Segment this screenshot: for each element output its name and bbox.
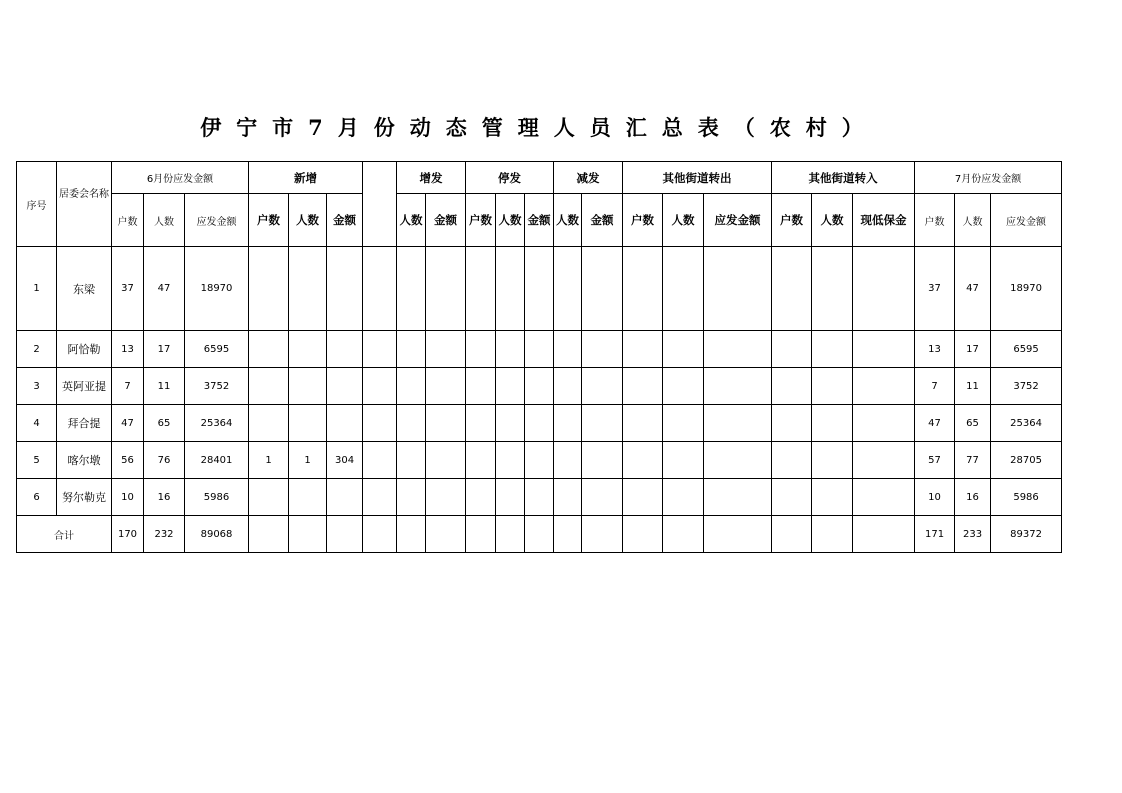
cell-blank xyxy=(363,331,397,368)
cell-stop-amount xyxy=(525,368,554,405)
cell-new-amount: 304 xyxy=(327,442,363,479)
header-june-households: 户数 xyxy=(112,194,144,247)
cell-june-persons: 76 xyxy=(144,442,185,479)
cell-seq: 2 xyxy=(17,331,57,368)
cell-june-amount: 18970 xyxy=(185,247,249,331)
total-empty-cell xyxy=(554,516,582,553)
cell-stop-households xyxy=(466,405,496,442)
cell-seq: 6 xyxy=(17,479,57,516)
cell-new-persons xyxy=(289,405,327,442)
cell-increase-amount xyxy=(426,368,466,405)
table-row xyxy=(17,442,1062,479)
cell-in-households xyxy=(772,442,812,479)
cell-june-households: 47 xyxy=(112,405,144,442)
total-empty-cell xyxy=(496,516,525,553)
cell-in-amount xyxy=(853,442,915,479)
cell-out-persons xyxy=(663,368,704,405)
cell-stop-households xyxy=(466,442,496,479)
cell-new-households xyxy=(249,405,289,442)
total-empty-cell xyxy=(623,516,663,553)
cell-out-amount xyxy=(704,331,772,368)
cell-reduce-amount xyxy=(582,442,623,479)
cell-june-persons: 47 xyxy=(144,247,185,331)
header-stop-persons: 人数 xyxy=(496,194,525,247)
cell-in-households xyxy=(772,331,812,368)
cell-july-amount: 25364 xyxy=(991,405,1062,442)
cell-in-persons xyxy=(812,405,853,442)
total-empty-cell xyxy=(397,516,426,553)
cell-increase-persons xyxy=(397,405,426,442)
cell-in-amount xyxy=(853,405,915,442)
cell-reduce-persons xyxy=(554,405,582,442)
cell-new-persons xyxy=(289,368,327,405)
cell-july-amount: 28705 xyxy=(991,442,1062,479)
header-july-amount: 应发金额 xyxy=(991,194,1062,247)
cell-increase-persons xyxy=(397,368,426,405)
cell-seq: 5 xyxy=(17,442,57,479)
total-empty-cell xyxy=(812,516,853,553)
cell-june-amount: 25364 xyxy=(185,405,249,442)
header-stop-households: 户数 xyxy=(466,194,496,247)
cell-in-persons xyxy=(812,331,853,368)
cell-stop-persons xyxy=(496,479,525,516)
header-transfer-out-group: 其他街道转出 xyxy=(623,162,772,194)
cell-june-households: 10 xyxy=(112,479,144,516)
cell-new-amount xyxy=(327,368,363,405)
cell-july-households: 57 xyxy=(915,442,955,479)
header-blank-column xyxy=(363,162,397,247)
total-label: 合计 xyxy=(17,516,112,553)
total-empty-cell xyxy=(289,516,327,553)
cell-new-households xyxy=(249,368,289,405)
cell-out-households xyxy=(623,331,663,368)
total-july-households: 171 xyxy=(915,516,955,553)
header-row-2 xyxy=(17,194,1062,247)
header-reduce-persons: 人数 xyxy=(554,194,582,247)
total-june-households: 170 xyxy=(112,516,144,553)
cell-committee-name: 拜合提 xyxy=(57,405,112,442)
cell-in-persons xyxy=(812,247,853,331)
cell-out-households xyxy=(623,442,663,479)
header-increase-group: 增发 xyxy=(397,162,466,194)
total-empty-cell xyxy=(853,516,915,553)
cell-in-households xyxy=(772,479,812,516)
header-july-persons: 人数 xyxy=(955,194,991,247)
cell-committee-name: 阿恰勒 xyxy=(57,331,112,368)
cell-in-persons xyxy=(812,368,853,405)
table-row xyxy=(17,479,1062,516)
cell-july-persons: 11 xyxy=(955,368,991,405)
total-empty-cell xyxy=(772,516,812,553)
header-row-1 xyxy=(17,162,1062,194)
cell-new-persons xyxy=(289,331,327,368)
header-new-group: 新增 xyxy=(249,162,363,194)
cell-reduce-amount xyxy=(582,479,623,516)
cell-committee-name: 英阿亚提 xyxy=(57,368,112,405)
total-row xyxy=(17,516,1062,553)
cell-july-households: 13 xyxy=(915,331,955,368)
cell-out-households xyxy=(623,405,663,442)
total-july-persons: 233 xyxy=(955,516,991,553)
header-new-persons: 人数 xyxy=(289,194,327,247)
cell-stop-persons xyxy=(496,368,525,405)
cell-increase-amount xyxy=(426,247,466,331)
header-in-households: 户数 xyxy=(772,194,812,247)
cell-june-persons: 17 xyxy=(144,331,185,368)
cell-out-persons xyxy=(663,442,704,479)
cell-in-amount xyxy=(853,247,915,331)
cell-july-amount: 18970 xyxy=(991,247,1062,331)
cell-increase-amount xyxy=(426,405,466,442)
cell-out-persons xyxy=(663,331,704,368)
cell-blank xyxy=(363,479,397,516)
cell-reduce-amount xyxy=(582,331,623,368)
cell-july-persons: 16 xyxy=(955,479,991,516)
cell-june-amount: 5986 xyxy=(185,479,249,516)
cell-july-amount: 3752 xyxy=(991,368,1062,405)
cell-june-amount: 28401 xyxy=(185,442,249,479)
cell-june-amount: 6595 xyxy=(185,331,249,368)
total-june-persons: 232 xyxy=(144,516,185,553)
cell-in-households xyxy=(772,405,812,442)
cell-in-persons xyxy=(812,479,853,516)
cell-new-amount xyxy=(327,331,363,368)
data-rows xyxy=(17,247,1062,516)
cell-increase-persons xyxy=(397,247,426,331)
total-june-amount: 89068 xyxy=(185,516,249,553)
cell-july-persons: 65 xyxy=(955,405,991,442)
cell-stop-households xyxy=(466,331,496,368)
header-seq: 序号 xyxy=(17,162,57,247)
header-out-amount: 应发金额 xyxy=(704,194,772,247)
cell-blank xyxy=(363,405,397,442)
cell-in-amount xyxy=(853,331,915,368)
cell-july-households: 47 xyxy=(915,405,955,442)
total-empty-cell xyxy=(582,516,623,553)
cell-blank xyxy=(363,442,397,479)
table-row xyxy=(17,331,1062,368)
total-july-amount: 89372 xyxy=(991,516,1062,553)
cell-stop-amount xyxy=(525,442,554,479)
total-empty-cell xyxy=(663,516,704,553)
cell-out-amount xyxy=(704,442,772,479)
cell-stop-households xyxy=(466,479,496,516)
cell-july-persons: 17 xyxy=(955,331,991,368)
cell-july-persons: 47 xyxy=(955,247,991,331)
cell-stop-persons xyxy=(496,405,525,442)
total-empty-cell xyxy=(426,516,466,553)
cell-july-households: 37 xyxy=(915,247,955,331)
cell-new-amount xyxy=(327,479,363,516)
cell-june-persons: 16 xyxy=(144,479,185,516)
cell-stop-households xyxy=(466,247,496,331)
cell-in-amount xyxy=(853,368,915,405)
total-empty-cell xyxy=(249,516,289,553)
cell-new-households xyxy=(249,247,289,331)
cell-seq: 4 xyxy=(17,405,57,442)
cell-stop-households xyxy=(466,368,496,405)
total-empty-cell xyxy=(327,516,363,553)
header-out-households: 户数 xyxy=(623,194,663,247)
header-stop-group: 停发 xyxy=(466,162,554,194)
cell-june-households: 56 xyxy=(112,442,144,479)
header-increase-amount: 金额 xyxy=(426,194,466,247)
cell-reduce-amount xyxy=(582,247,623,331)
table-row xyxy=(17,368,1062,405)
cell-seq: 3 xyxy=(17,368,57,405)
cell-july-households: 7 xyxy=(915,368,955,405)
cell-blank xyxy=(363,368,397,405)
cell-committee-name: 喀尔墩 xyxy=(57,442,112,479)
cell-out-households xyxy=(623,368,663,405)
cell-june-persons: 65 xyxy=(144,405,185,442)
header-stop-amount: 金额 xyxy=(525,194,554,247)
header-committee-name: 居委会名称 xyxy=(57,162,112,247)
cell-out-persons xyxy=(663,247,704,331)
header-transfer-in-group: 其他街道转入 xyxy=(772,162,915,194)
cell-increase-persons xyxy=(397,479,426,516)
cell-committee-name: 努尔勒克 xyxy=(57,479,112,516)
cell-in-households xyxy=(772,247,812,331)
total-empty-cell xyxy=(704,516,772,553)
cell-reduce-persons xyxy=(554,479,582,516)
cell-new-persons xyxy=(289,479,327,516)
cell-july-households: 10 xyxy=(915,479,955,516)
header-out-persons: 人数 xyxy=(663,194,704,247)
cell-in-amount xyxy=(853,479,915,516)
cell-stop-persons xyxy=(496,331,525,368)
header-july-amount-group: 7月份应发金额 xyxy=(915,162,1062,194)
cell-committee-name: 东梁 xyxy=(57,247,112,331)
cell-out-amount xyxy=(704,479,772,516)
cell-out-persons xyxy=(663,479,704,516)
cell-june-households: 7 xyxy=(112,368,144,405)
cell-july-amount: 6595 xyxy=(991,331,1062,368)
cell-june-households: 37 xyxy=(112,247,144,331)
header-reduce-amount: 金额 xyxy=(582,194,623,247)
cell-new-persons: 1 xyxy=(289,442,327,479)
total-empty-cell xyxy=(466,516,496,553)
cell-new-households: 1 xyxy=(249,442,289,479)
header-increase-persons: 人数 xyxy=(397,194,426,247)
summary-table xyxy=(16,161,1062,553)
total-empty-cell xyxy=(363,516,397,553)
cell-reduce-persons xyxy=(554,442,582,479)
header-july-households: 户数 xyxy=(915,194,955,247)
header-in-amount: 现低保金 xyxy=(853,194,915,247)
cell-seq: 1 xyxy=(17,247,57,331)
cell-stop-amount xyxy=(525,331,554,368)
table-row xyxy=(17,247,1062,331)
cell-in-persons xyxy=(812,442,853,479)
cell-out-amount xyxy=(704,405,772,442)
cell-out-households xyxy=(623,479,663,516)
cell-stop-amount xyxy=(525,479,554,516)
cell-july-amount: 5986 xyxy=(991,479,1062,516)
cell-increase-persons xyxy=(397,331,426,368)
cell-out-amount xyxy=(704,247,772,331)
cell-stop-persons xyxy=(496,442,525,479)
header-june-persons: 人数 xyxy=(144,194,185,247)
cell-new-amount xyxy=(327,405,363,442)
cell-july-persons: 77 xyxy=(955,442,991,479)
cell-increase-amount xyxy=(426,331,466,368)
header-new-households: 户数 xyxy=(249,194,289,247)
header-june-amount: 应发金额 xyxy=(185,194,249,247)
cell-new-households xyxy=(249,331,289,368)
cell-out-persons xyxy=(663,405,704,442)
total-empty-cell xyxy=(525,516,554,553)
cell-stop-amount xyxy=(525,405,554,442)
table-row xyxy=(17,405,1062,442)
cell-june-persons: 11 xyxy=(144,368,185,405)
cell-reduce-amount xyxy=(582,405,623,442)
page-title: 伊宁市7月份动态管理人员汇总表（农村） xyxy=(200,115,878,140)
cell-reduce-persons xyxy=(554,368,582,405)
header-new-amount: 金额 xyxy=(327,194,363,247)
cell-new-households xyxy=(249,479,289,516)
cell-blank xyxy=(363,247,397,331)
cell-increase-amount xyxy=(426,479,466,516)
header-reduce-group: 减发 xyxy=(554,162,623,194)
cell-reduce-amount xyxy=(582,368,623,405)
cell-reduce-persons xyxy=(554,247,582,331)
cell-stop-amount xyxy=(525,247,554,331)
cell-out-households xyxy=(623,247,663,331)
cell-in-households xyxy=(772,368,812,405)
cell-june-households: 13 xyxy=(112,331,144,368)
cell-new-amount xyxy=(327,247,363,331)
cell-increase-amount xyxy=(426,442,466,479)
cell-new-persons xyxy=(289,247,327,331)
header-june-amount-group: 6月份应发金额 xyxy=(112,162,249,194)
cell-increase-persons xyxy=(397,442,426,479)
cell-june-amount: 3752 xyxy=(185,368,249,405)
header-in-persons: 人数 xyxy=(812,194,853,247)
cell-out-amount xyxy=(704,368,772,405)
cell-stop-persons xyxy=(496,247,525,331)
cell-reduce-persons xyxy=(554,331,582,368)
